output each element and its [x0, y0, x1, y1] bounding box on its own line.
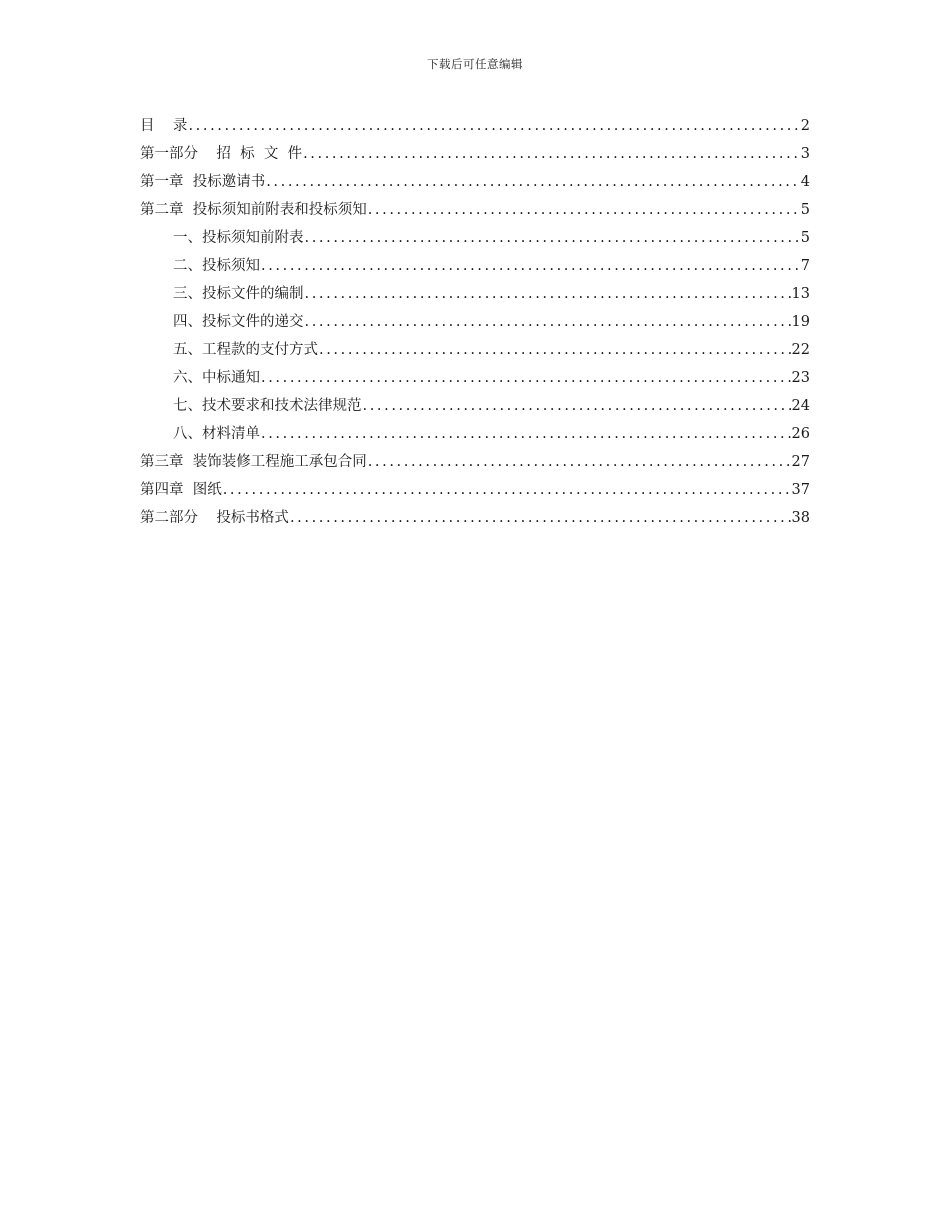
toc-entry-title: 第一章 投标邀请书 [140, 174, 266, 190]
toc-dot-leader [367, 448, 792, 476]
toc-entry[interactable] [140, 168, 810, 196]
toc-entry-page: 5 [800, 230, 810, 246]
toc-entry-title: 七、技术要求和技术法律规范 [173, 398, 362, 414]
toc-entry-page: 7 [800, 258, 810, 274]
toc-entry-page: 37 [791, 482, 810, 498]
toc-dot-leader [260, 420, 792, 448]
toc-entry[interactable] [140, 448, 810, 476]
page-header: 下载后可任意编辑 [427, 57, 523, 71]
toc-entry[interactable] [140, 196, 810, 224]
toc-entry-title: 第四章 图纸 [140, 482, 222, 498]
toc-entry-title: 八、材料清单 [173, 426, 260, 442]
table-of-contents [140, 112, 810, 532]
toc-entry-title: 五、工程款的支付方式 [173, 342, 318, 358]
toc-dot-leader [367, 196, 801, 224]
toc-entry-page: 38 [791, 510, 810, 526]
toc-entry[interactable] [140, 252, 810, 280]
toc-entry-title: 四、投标文件的递交 [173, 314, 304, 330]
toc-entry-title: 目 录 [140, 118, 188, 134]
toc-entry-title: 第三章 装饰装修工程施工承包合同 [140, 454, 367, 470]
toc-entry-page: 13 [791, 286, 810, 302]
toc-dot-leader [304, 280, 792, 308]
toc-entry-title: 六、中标通知 [173, 370, 260, 386]
toc-entry[interactable] [140, 504, 810, 532]
toc-dot-leader [260, 252, 801, 280]
toc-entry-page: 19 [791, 314, 810, 330]
toc-entry-title: 一、投标须知前附表 [173, 230, 304, 246]
toc-entry[interactable] [140, 140, 810, 168]
toc-entry-page: 26 [791, 426, 810, 442]
toc-entry[interactable] [140, 392, 810, 420]
toc-entry[interactable] [140, 112, 810, 140]
toc-dot-leader [260, 364, 792, 392]
toc-entry[interactable] [140, 364, 810, 392]
toc-dot-leader [265, 168, 801, 196]
toc-dot-leader [362, 392, 792, 420]
toc-entry-page: 22 [791, 342, 810, 358]
toc-dot-leader [289, 504, 792, 532]
toc-entry-title: 第一部分 招 标 文 件 [140, 146, 303, 162]
toc-entry-page: 4 [800, 174, 810, 190]
toc-entry-page: 23 [791, 370, 810, 386]
toc-entry-page: 3 [800, 146, 810, 162]
toc-entry[interactable] [140, 336, 810, 364]
toc-dot-leader [187, 112, 800, 140]
toc-dot-leader [302, 140, 801, 168]
toc-dot-leader [318, 336, 792, 364]
toc-entry[interactable] [140, 280, 810, 308]
toc-entry-title: 三、投标文件的编制 [173, 286, 304, 302]
toc-entry[interactable] [140, 308, 810, 336]
toc-dot-leader [304, 308, 792, 336]
toc-entry-page: 27 [791, 454, 810, 470]
toc-entry[interactable] [140, 224, 810, 252]
toc-entry[interactable] [140, 420, 810, 448]
toc-entry[interactable] [140, 476, 810, 504]
toc-dot-leader [304, 224, 801, 252]
toc-entry-title: 第二部分 投标书格式 [140, 510, 289, 526]
toc-entry-page: 2 [800, 118, 810, 134]
toc-entry-title: 二、投标须知 [173, 258, 260, 274]
toc-entry-page: 5 [800, 202, 810, 218]
toc-entry-page: 24 [791, 398, 810, 414]
toc-dot-leader [222, 476, 792, 504]
toc-entry-title: 第二章 投标须知前附表和投标须知 [140, 202, 367, 218]
